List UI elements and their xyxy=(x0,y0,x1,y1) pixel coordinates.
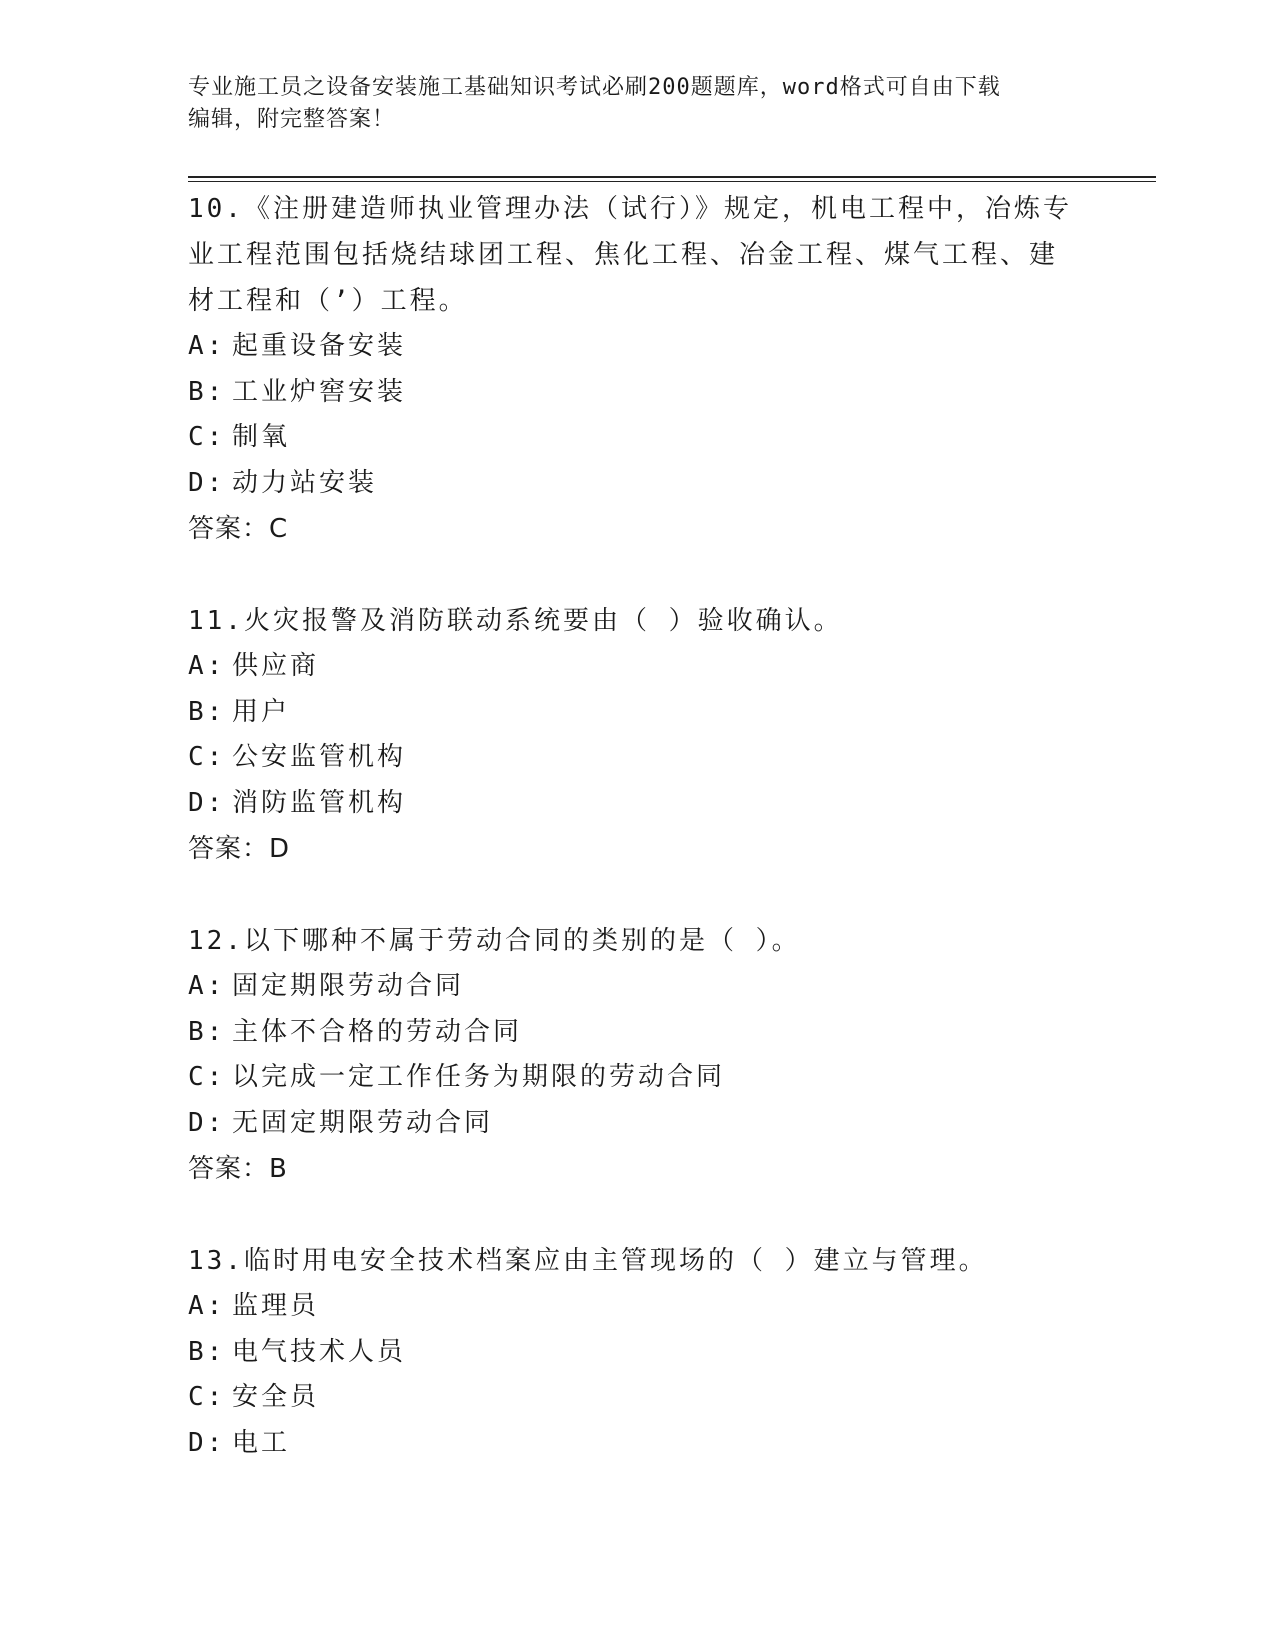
option-d xyxy=(188,1421,1088,1467)
option-letter: A: xyxy=(188,651,226,681)
option-letter: B: xyxy=(188,1016,226,1047)
option-letter: C: xyxy=(188,1062,226,1092)
question-list xyxy=(188,186,1088,1466)
option-text: 起重设备安装 xyxy=(232,331,407,361)
option-letter: A: xyxy=(188,331,226,361)
option-text: 电工 xyxy=(232,1427,291,1458)
option-text: 供应商 xyxy=(232,651,320,681)
option-letter: D: xyxy=(188,1427,226,1458)
question-13 xyxy=(188,1238,1088,1466)
option-c xyxy=(188,1375,1088,1421)
question-10 xyxy=(188,186,1088,552)
option-text: 电气技术人员 xyxy=(232,1336,407,1367)
option-d xyxy=(188,781,1088,827)
option-a xyxy=(188,324,1088,370)
document-header xyxy=(188,72,1068,136)
question-spacer xyxy=(188,1192,1088,1238)
option-letter: B: xyxy=(188,376,226,407)
answer-line: 答案：B xyxy=(188,1154,288,1184)
question-stem-line: 13.临时用电安全技术档案应由主管现场的（ ）建立与管理。 xyxy=(188,1246,988,1276)
option-letter: D: xyxy=(188,467,226,498)
option-letter: A: xyxy=(188,971,226,1001)
question-spacer xyxy=(188,872,1088,918)
option-b xyxy=(188,1010,1088,1056)
option-letter: C: xyxy=(188,1382,226,1412)
option-b xyxy=(188,370,1088,416)
option-a xyxy=(188,964,1088,1010)
question-stem-line: 11.火灾报警及消防联动系统要由（ ）验收确认。 xyxy=(188,606,843,636)
header-divider-thin xyxy=(188,181,1156,182)
answer-line: 答案：C xyxy=(188,514,289,544)
option-b xyxy=(188,690,1088,736)
question-stem-line: 业工程范围包括烧结球团工程、焦化工程、冶金工程、煤气工程、建 xyxy=(188,240,1059,270)
question-11 xyxy=(188,598,1088,872)
option-text: 工业炉窖安装 xyxy=(232,376,407,407)
option-text: 固定期限劳动合同 xyxy=(232,971,465,1001)
question-stem-line: 12.以下哪种不属于劳动合同的类别的是（ ）。 xyxy=(188,926,801,956)
option-text: 安全员 xyxy=(232,1382,320,1412)
option-c xyxy=(188,735,1088,781)
option-c xyxy=(188,1055,1088,1101)
option-letter: C: xyxy=(188,422,226,452)
option-text: 制氧 xyxy=(232,422,291,452)
option-letter: B: xyxy=(188,1336,226,1367)
option-letter: B: xyxy=(188,696,226,727)
question-stem-line: 材工程和（’）工程。 xyxy=(188,286,468,316)
option-letter: D: xyxy=(188,1107,226,1138)
option-text: 消防监管机构 xyxy=(232,787,407,818)
option-text: 以完成一定工作任务为期限的劳动合同 xyxy=(232,1062,726,1092)
question-spacer xyxy=(188,552,1088,598)
option-text: 主体不合格的劳动合同 xyxy=(232,1016,523,1047)
option-text: 监理员 xyxy=(232,1291,320,1321)
option-letter: D: xyxy=(188,787,226,818)
option-d xyxy=(188,1101,1088,1147)
header-divider-thick xyxy=(188,176,1156,178)
question-stem-line: 10.《注册建造师执业管理办法（试行）》规定，机电工程中，冶炼专 xyxy=(188,194,1072,224)
option-text: 无固定期限劳动合同 xyxy=(232,1107,494,1138)
question-12 xyxy=(188,918,1088,1192)
option-text: 动力站安装 xyxy=(232,467,378,498)
option-text: 公安监管机构 xyxy=(232,742,407,772)
option-c xyxy=(188,415,1088,461)
option-d xyxy=(188,461,1088,507)
option-a xyxy=(188,644,1088,690)
header-line-1: 专业施工员之设备安装施工基础知识考试必刷200题题库，word格式可自由下载 xyxy=(188,75,1001,100)
option-text: 用户 xyxy=(232,696,291,727)
option-b xyxy=(188,1330,1088,1376)
answer-line: 答案：D xyxy=(188,834,291,864)
option-letter: A: xyxy=(188,1291,226,1321)
option-a xyxy=(188,1284,1088,1330)
header-line-2: 编辑，附完整答案！ xyxy=(188,107,396,132)
option-letter: C: xyxy=(188,742,226,772)
